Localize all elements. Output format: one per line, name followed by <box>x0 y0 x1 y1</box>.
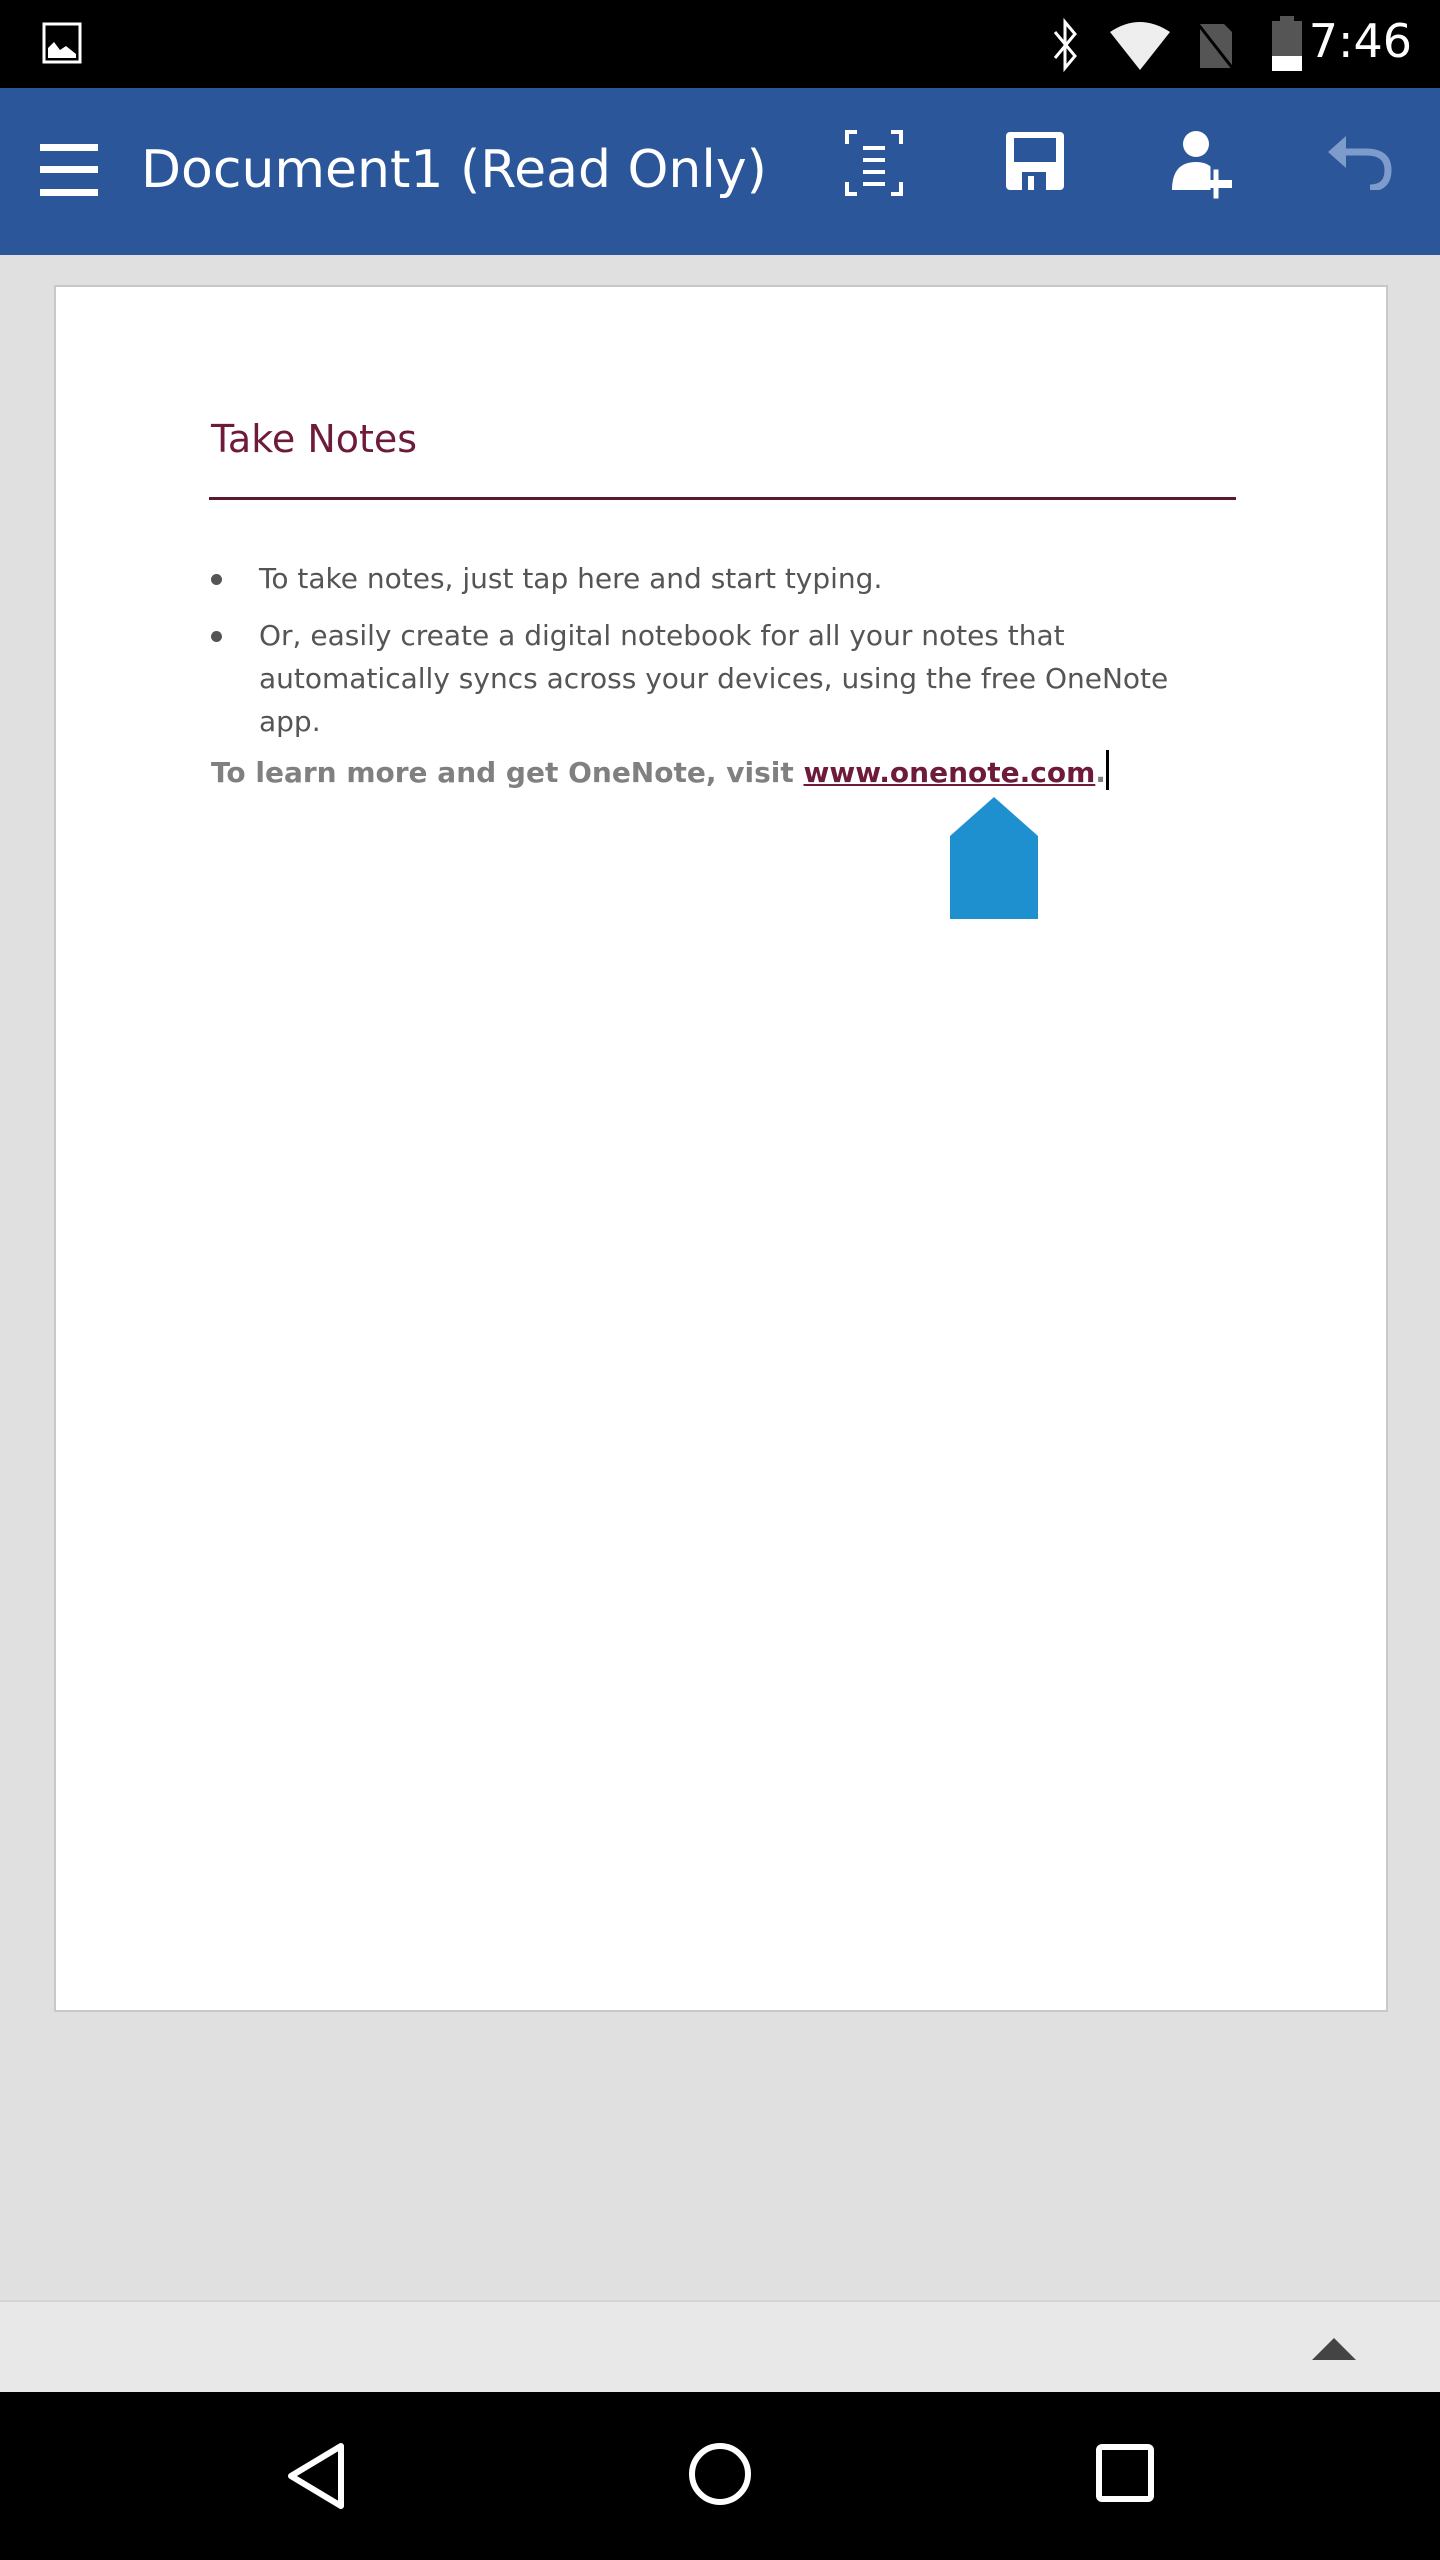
battery-icon <box>1270 16 1304 72</box>
list-item: Or, easily create a digital notebook for all your notes that automatically syncs across your devices, using the free OneNote app. <box>211 614 1219 743</box>
gallery-icon <box>42 22 82 64</box>
undo-icon[interactable] <box>1326 134 1392 190</box>
document-heading: Take Notes <box>211 417 418 461</box>
back-icon[interactable] <box>285 2442 345 2510</box>
bullet-icon <box>211 631 222 642</box>
learn-more-text: To learn more and get OneNote, visit www.onenote.com. <box>211 750 1109 790</box>
bottom-toolbar <box>0 2300 1440 2394</box>
bluetooth-icon <box>1050 18 1080 72</box>
home-icon[interactable] <box>688 2442 752 2506</box>
status-bar <box>0 0 1440 88</box>
text-cursor <box>1106 750 1109 790</box>
share-icon[interactable] <box>1168 128 1234 200</box>
save-icon[interactable] <box>1004 130 1066 192</box>
no-sim-icon <box>1196 22 1236 70</box>
system-nav-bar <box>0 2392 1440 2560</box>
app-bar <box>0 88 1440 255</box>
document-page[interactable] <box>54 285 1388 2012</box>
list-item: To take notes, just tap here and start typing. <box>211 557 1219 600</box>
expand-up-icon[interactable] <box>1312 2336 1356 2360</box>
clock: 7:46 <box>1308 14 1412 68</box>
onenote-link[interactable]: www.onenote.com <box>803 756 1096 789</box>
recents-icon[interactable] <box>1096 2444 1154 2502</box>
selection-handle[interactable] <box>950 797 1038 919</box>
bullet-icon <box>211 574 222 585</box>
menu-icon[interactable] <box>40 144 98 196</box>
document-title: Document1 (Read Only) <box>141 140 767 200</box>
reading-view-icon[interactable] <box>845 130 903 196</box>
wifi-icon <box>1108 20 1172 70</box>
heading-rule <box>209 497 1236 500</box>
